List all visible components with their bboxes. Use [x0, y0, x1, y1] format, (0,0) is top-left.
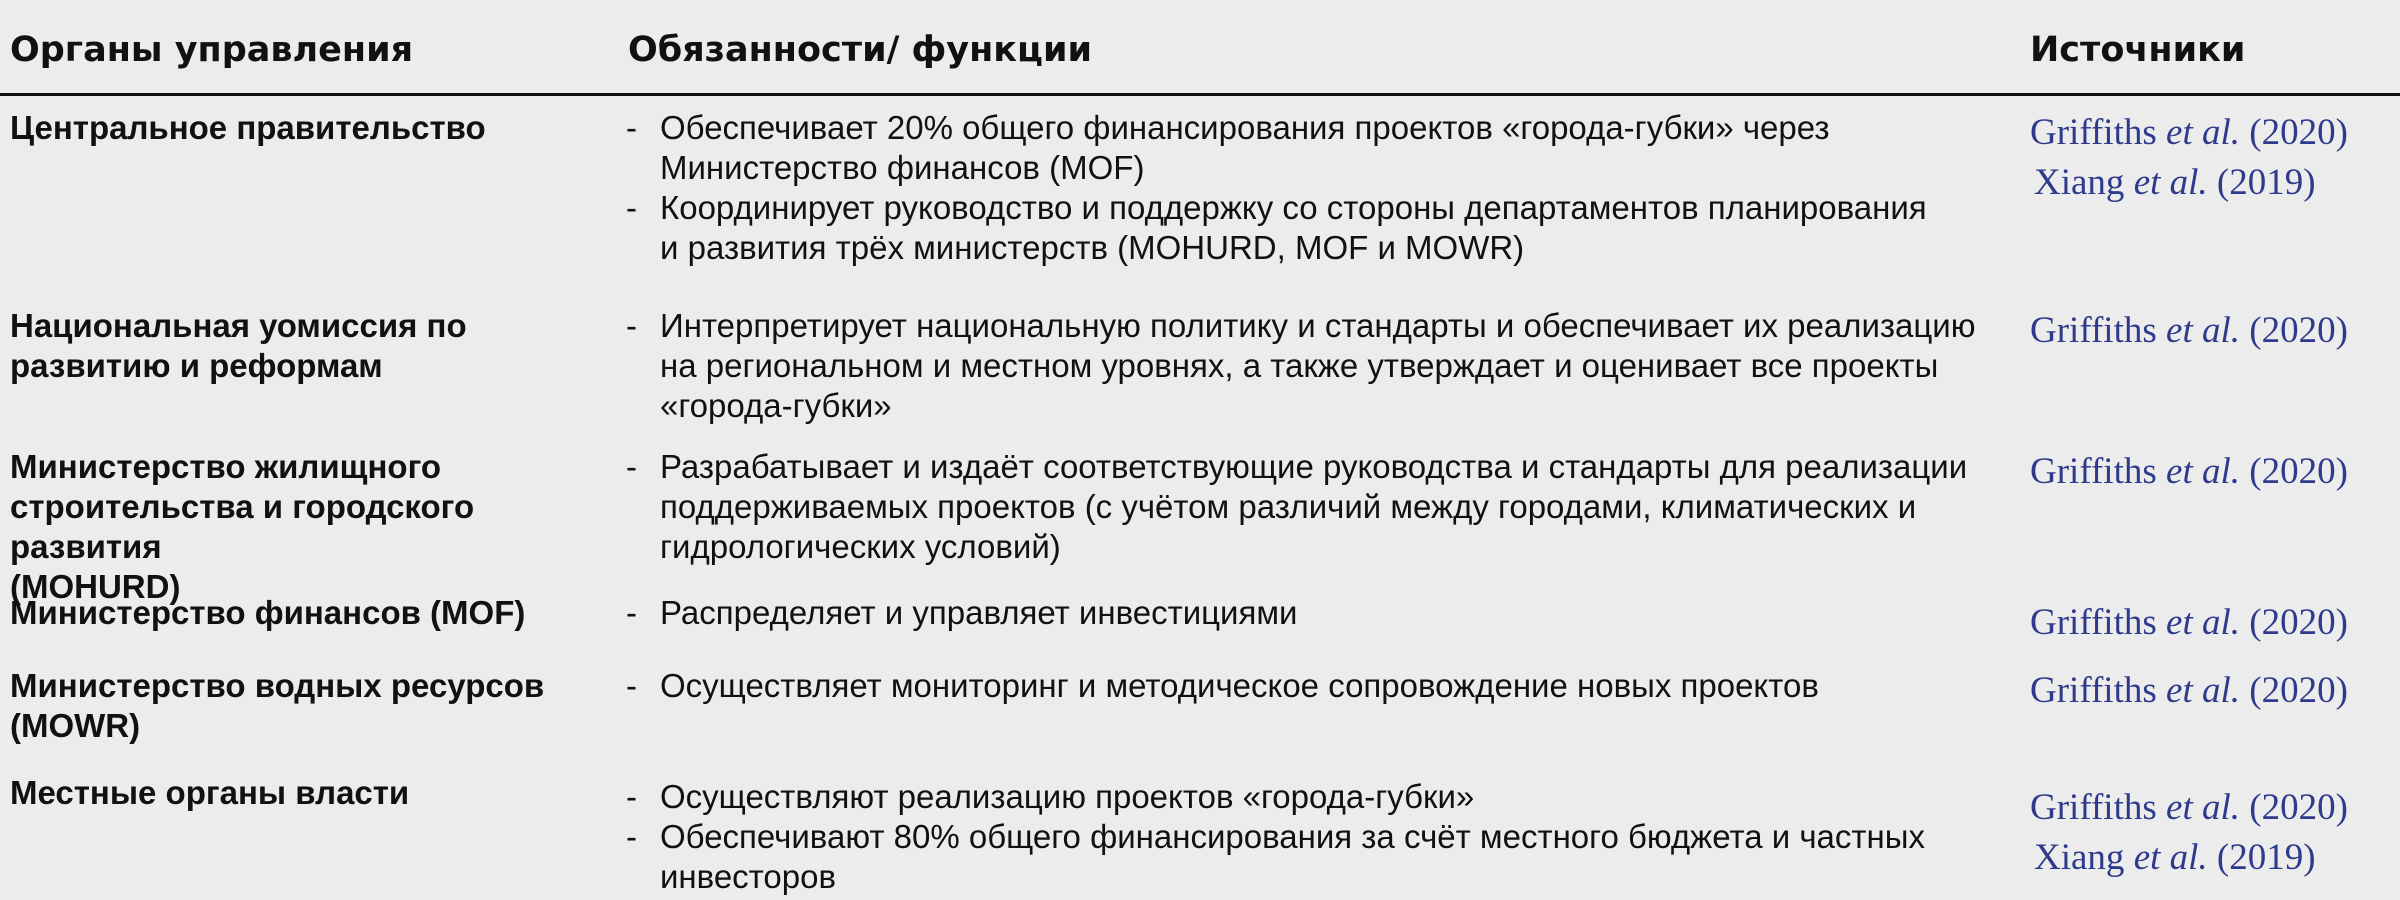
function-line: на региональном и местном уровнях, а также утверждает и оценивает все проекты	[660, 347, 1939, 384]
function-item	[624, 108, 2004, 188]
function-line: и развития трёх министерств (MOHURD, MOF и MOWR)	[660, 229, 1525, 266]
citation-year: (2020)	[2249, 112, 2348, 153]
citation-etal: et al.	[2166, 451, 2240, 492]
functions-list	[624, 447, 2004, 567]
citation-year: (2020)	[2249, 602, 2348, 643]
citation-author: Griffiths	[2030, 670, 2157, 711]
citation-link[interactable]	[2030, 598, 2400, 648]
functions-list	[624, 593, 2004, 633]
citation-link[interactable]	[2030, 833, 2400, 883]
sources-list	[2030, 666, 2400, 716]
function-line: инвесторов	[660, 858, 837, 895]
citation-year: (2020)	[2249, 670, 2348, 711]
function-item	[624, 447, 2004, 567]
function-line: - Интерпретирует национальную политику и стандарты и обеспечивает их реализацию	[660, 307, 1976, 344]
function-line: гидрологических условий)	[660, 528, 1061, 565]
sources-list	[2030, 783, 2400, 883]
org-name-line: Центральное правительство	[10, 109, 486, 146]
citation-author: Griffiths	[2030, 602, 2157, 643]
sources-list	[2030, 108, 2400, 208]
header-divider	[0, 93, 2400, 96]
citation-year: (2019)	[2216, 837, 2316, 878]
org-name	[10, 666, 610, 746]
function-line: поддерживаемых проектов (с учётом различий между городами, климатических и	[660, 488, 1917, 525]
org-name-line: строительства и городского развития	[10, 488, 475, 565]
function-item	[624, 666, 2004, 706]
citation-author: Griffiths	[2030, 787, 2157, 828]
org-name	[10, 773, 610, 813]
citation-author: Griffiths	[2030, 310, 2157, 351]
citation-etal: et al.	[2166, 310, 2240, 351]
functions-list	[624, 777, 2004, 897]
function-item	[624, 593, 2004, 633]
functions-list	[624, 108, 2004, 268]
function-line: - Распределяет и управляет инвестициями	[660, 594, 1298, 631]
citation-author: Griffiths	[2030, 451, 2157, 492]
citation-etal: et al.	[2166, 787, 2240, 828]
header-organs: Органы управления	[10, 30, 414, 70]
function-item	[624, 306, 2004, 426]
function-item	[624, 188, 2004, 268]
org-name-line: Министерство финансов (MOF)	[10, 594, 526, 631]
org-name-line: Местные органы власти	[10, 774, 410, 811]
citation-link[interactable]	[2030, 108, 2400, 158]
citation-etal: et al.	[2133, 837, 2208, 878]
header-sources: Источники	[2030, 30, 2246, 70]
org-name-line: Министерство жилищного	[10, 448, 442, 485]
citation-author: Xiang	[2034, 162, 2125, 203]
function-item	[624, 777, 2004, 817]
org-name	[10, 108, 610, 148]
org-name-line: (MOWR)	[10, 707, 141, 744]
function-line: - Координирует руководство и поддержку со стороны департаментов планирования	[660, 189, 1927, 226]
org-name-line: развитию и реформам	[10, 347, 383, 384]
citation-author: Griffiths	[2030, 112, 2157, 153]
citation-year: (2020)	[2249, 451, 2348, 492]
citation-year: (2020)	[2249, 787, 2348, 828]
functions-list	[624, 666, 2004, 706]
org-name-line: Национальная уомиссия по	[10, 307, 467, 344]
function-line: - Обеспечивает 20% общего финансирования проектов «города-губки» через	[660, 109, 1830, 146]
citation-etal: et al.	[2133, 162, 2208, 203]
sources-list	[2030, 306, 2400, 356]
org-name-line: Министерство водных ресурсов	[10, 667, 545, 704]
sources-list	[2030, 447, 2400, 497]
function-line: - Разрабатывает и издаёт соответствующие руководства и стандарты для реализации	[660, 448, 1968, 485]
citation-link[interactable]	[2030, 158, 2400, 208]
function-line: - Обеспечивают 80% общего финансирования за счёт местного бюджета и частных	[660, 818, 1925, 855]
citation-year: (2020)	[2249, 310, 2348, 351]
citation-etal: et al.	[2166, 112, 2240, 153]
citation-link[interactable]	[2030, 666, 2400, 716]
citation-link[interactable]	[2030, 783, 2400, 833]
org-name	[10, 593, 610, 633]
citation-link[interactable]	[2030, 447, 2400, 497]
function-line: Министерство финансов (MOF)	[660, 149, 1145, 186]
citation-etal: et al.	[2166, 602, 2240, 643]
sources-list	[2030, 598, 2400, 648]
org-name	[10, 447, 610, 607]
function-line: - Осуществляет мониторинг и методическое сопровождение новых проектов	[660, 667, 1819, 704]
function-item	[624, 817, 2004, 897]
function-line: «города-губки»	[660, 387, 892, 424]
org-name-line: (MOHURD)	[10, 568, 181, 605]
org-name	[10, 306, 610, 386]
citation-author: Xiang	[2034, 837, 2125, 878]
citation-etal: et al.	[2166, 670, 2240, 711]
function-line: - Осуществляют реализацию проектов «города-губки»	[660, 778, 1475, 815]
functions-list	[624, 306, 2004, 426]
header-functions: Обязанности/ функции	[628, 30, 1093, 70]
citation-link[interactable]	[2030, 306, 2400, 356]
citation-year: (2019)	[2216, 162, 2316, 203]
